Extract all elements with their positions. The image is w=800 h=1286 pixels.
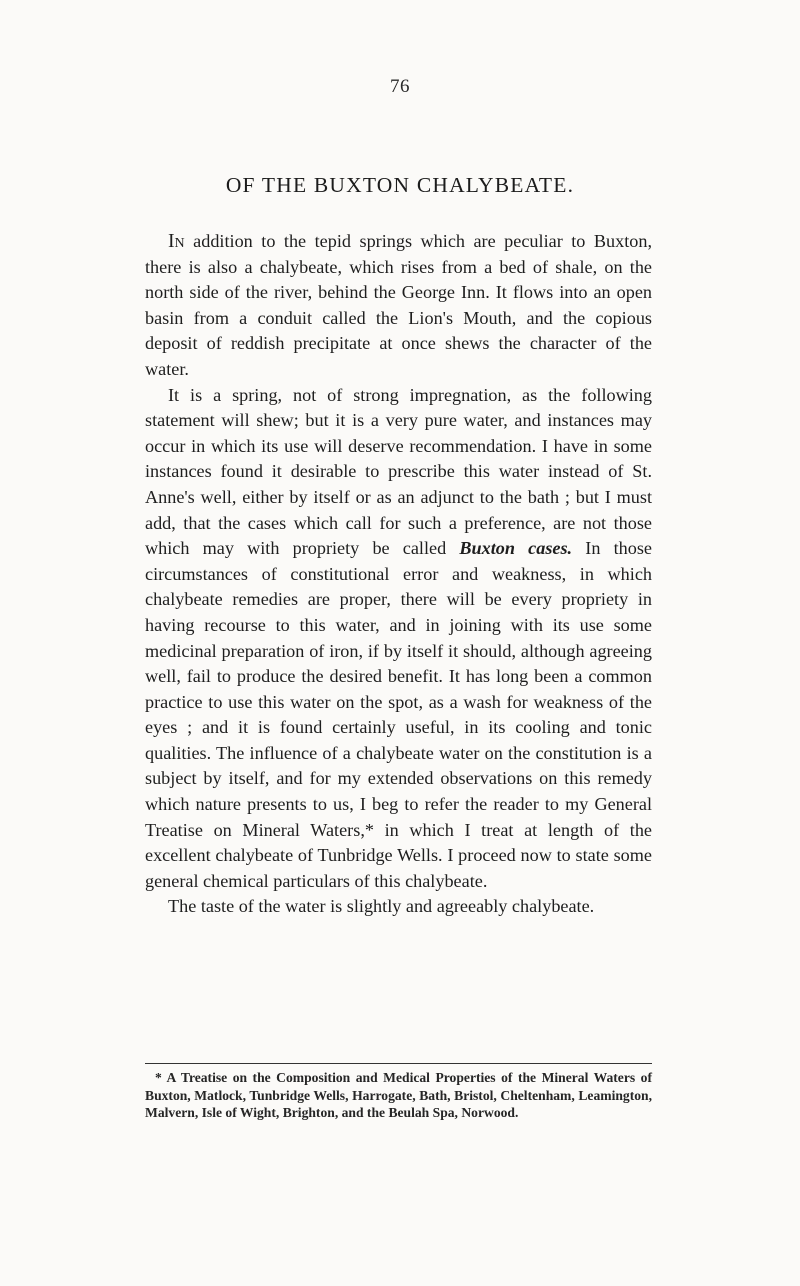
section-heading: OF THE BUXTON CHALYBEATE. — [225, 173, 575, 197]
body-text — [145, 229, 652, 920]
paragraph-1-text: addition to the tepid springs which are peculiar to Buxton, there is also a chalybeate, which rises from a bed of shale, on the north side of the river, behind the George Inn. It flows into an open basin from a conduit called the Lion's Mouth, and the copious deposit of reddish precipitate at once shews the character of the water. — [145, 231, 652, 379]
paragraph-2-text-after: In those circumstances of constitutional error and weakness, in which chalybeate remedies are proper, there will be every propriety in having recourse to this water, and in joining with its use some medicinal preparation of iron, if by itself it should, although agreeing well, fail to produce the desired benefit. It has long been a common practice to use this water on the spot, as a wash for weakness of the eyes ; and it is found certainly useful, in its cooling and tonic qualities. The influence of a chalybeate water on the constitution is a subject by itself, and for my extended observations on this remedy which nature presents to us, I beg to refer the reader to my General Treatise on Mineral Waters,* in which I treat at length of the excellent chalybeate of Tunbridge Wells. I proceed now to state some general chemical particulars of this chalybeate. — [145, 538, 652, 891]
paragraph-2 — [145, 383, 652, 895]
page-number: 76 — [390, 76, 410, 97]
footnote: * A Treatise on the Composition and Medical Properties of the Mineral Waters of Buxton, Matlock, Tunbridge Wells, Harrogate, Bath, Bristol, Cheltenham, Leamington, Malvern, Isle of Wight, Brighton, and the Beulah Spa, Norwood. — [145, 1070, 652, 1121]
paragraph-2-text-before: It is a spring, not of strong impregnation, as the following statement will shew; but it is a very pure water, and instances may occur in which its use will deserve recommendation. I have in some instances found it desirable to prescribe this water instead of St. Anne's well, either by itself or as an adjunct to the bath ; but I must add, that the cases which call for such a preference, are not those which may with propriety be called — [145, 384, 652, 559]
footnote-divider — [145, 1063, 652, 1064]
paragraph-1 — [145, 229, 652, 383]
paragraph-3: The taste of the water is slightly and agreeably chalybeate. — [168, 896, 595, 917]
paragraph-1-lead: In — [168, 230, 185, 252]
paragraph-2-italic-term: Buxton cases. — [459, 538, 573, 559]
